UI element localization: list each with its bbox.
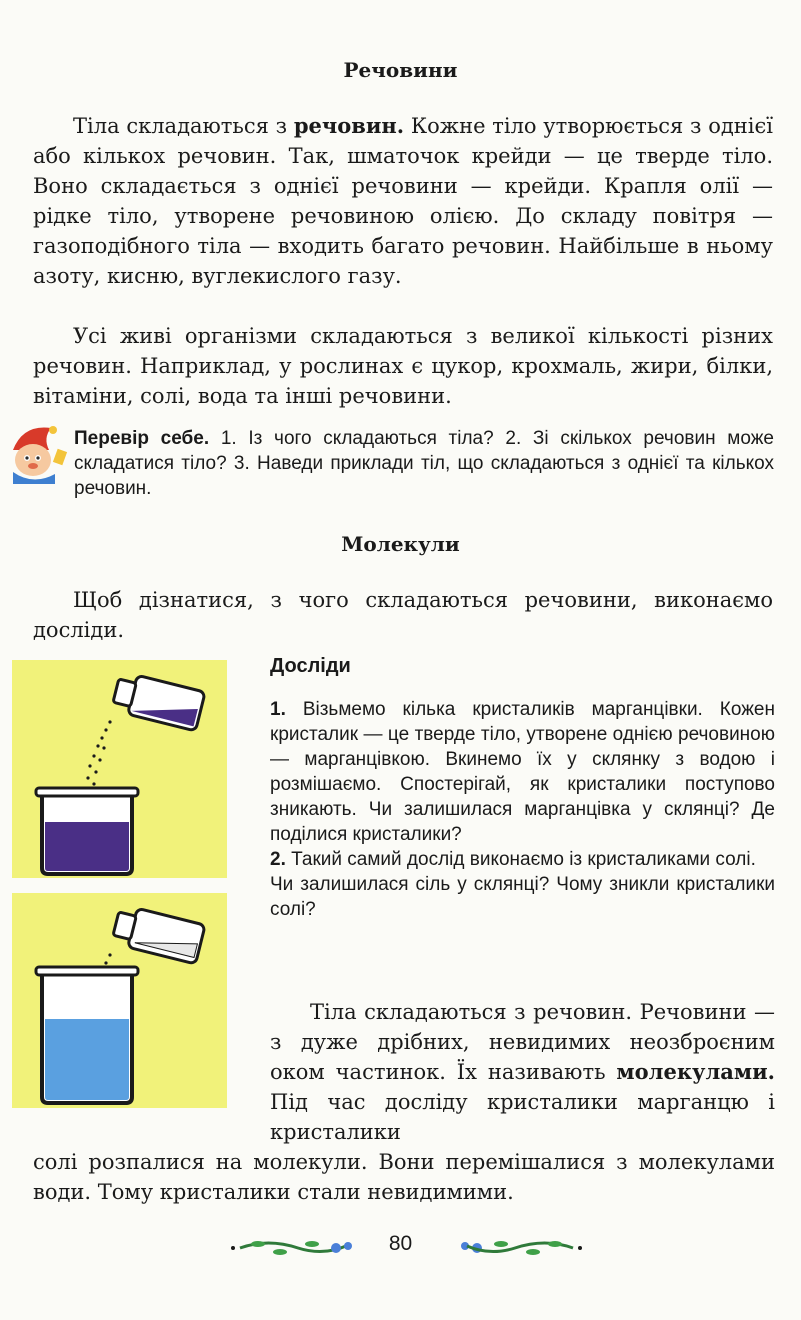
section-title-substances: Речовини <box>343 58 458 82</box>
check-yourself-block <box>74 426 774 501</box>
molecules-intro: Щоб дізнатися, з чого складаються речовини, виконаємо досліди. <box>33 588 773 642</box>
conclusion-wrapped: Тіла складаються з речовин. Речовини — з дуже дрібних, невидимих неозброєним оком частинок. Їх називають молекулами. Під час досліду кристалики марганцю і кристалики <box>270 1000 775 1144</box>
substances-paragraph-1: Тіла складаються з речовин. Кожне тіло утворюється з однієї або кількох речовин. Так, шматочок крейди — це тверде тіло. Воно складається з однієї речовини — крейди. Крапля олії — рідке тіло, утворене речовиною олією. До складу повітря — газоподібного тіла — входить багато речовин. Найбільше в ньому азоту, кисню, вуглекислого газу. <box>33 113 773 288</box>
experiment-1-text: Візьмемо кілька кристаликів марганцівки. Кожен кристалик — це тверде тіло, утворене однією речовиною — марганцівкою. Вкинемо їх у склянку з водою і розмішаємо. Спостерігай, як кристалики поступово зникають. Чи залишилася марганцівка у склянці? Де поділися кристалики? <box>270 699 775 845</box>
ornament-right-icon <box>455 1236 585 1260</box>
glass-icon <box>36 788 138 874</box>
conclusion-full-width: солі розпалися на молекули. Вони перемішалися з молекулами води. Тому кристалики стали невидимими. <box>33 1150 775 1204</box>
gnome-icon <box>3 420 69 486</box>
section-title-molecules: Молекули <box>341 532 460 556</box>
experiments-text: 1. Візьмемо кілька кристаликів марганцівки. Кожен кристалик — це тверде тіло, утворене однією речовиною — марганцівкою. Вкинемо їх у склянку з водою і розмішаємо. Спостерігай, як кристалики поступово зникають. Чи залишилася марганцівка у склянці? Де поділися кристалики? 2. Такий самий дослід виконаємо із кристаликами солі. Чи залишилася сіль у склянці? Чому зникли кристалики солі? <box>270 699 775 920</box>
check-yourself-questions: 1. Із чого складаються тіла? 2. Зі скількох речовин може складатися тіло? 3. Наведи приклади тіл, що складаються з однієї та кількох речовин. <box>74 428 774 499</box>
term-molecules: молекулами. <box>616 1059 775 1084</box>
glass-icon <box>36 967 138 1103</box>
experiment-2-text: Такий самий дослід виконаємо із кристаликами солі. <box>285 849 756 870</box>
check-yourself-label: Перевір себе. <box>74 428 210 449</box>
page-number: 80 <box>388 1232 413 1255</box>
substances-paragraph-2: Усі живі організми складаються з великої кількості різних речовин. Наприклад, у рослинах є цукор, крохмаль, жири, білки, вітаміни, солі, вода та інші речовини. <box>33 324 773 408</box>
salt-experiment-illustration <box>12 893 227 1108</box>
term-substances: речовин. <box>293 113 405 138</box>
experiment-2-question: Чи залишилася сіль у склянці? Чому зникли кристалики солі? <box>270 874 775 920</box>
experiments-title: Досліди <box>270 655 351 677</box>
manganese-experiment-illustration <box>12 660 227 878</box>
